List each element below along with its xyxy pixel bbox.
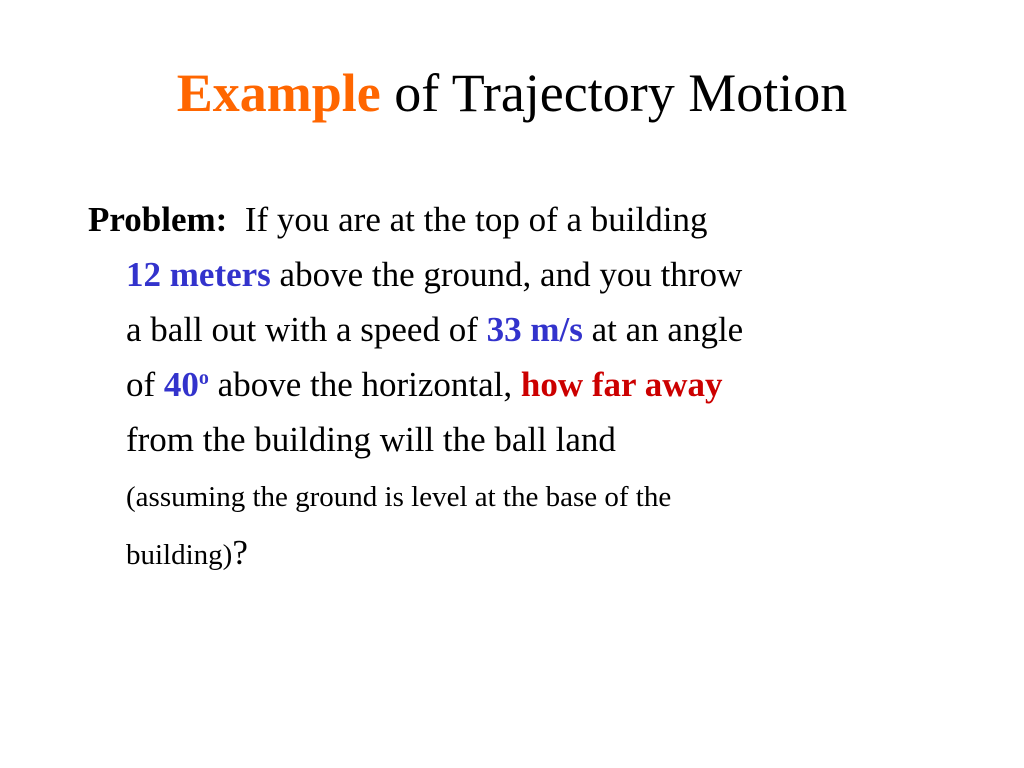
problem-note-line-1 [88,467,948,525]
title-rest: of Trajectory Motion [380,63,848,123]
problem-line-2-text: above the ground, and you throw [270,255,743,294]
problem-line-1 [88,192,948,247]
problem-line-3-start: a ball out with a speed of [126,310,487,349]
question-mark: ? [232,533,248,572]
question-highlight: how far away [520,365,723,404]
problem-line-3-end: at an angle [582,310,744,349]
assumption-note-1: (assuming the ground is level at the base of the [126,481,672,513]
problem-note-line-2 [88,525,948,583]
problem-line-4 [88,357,948,412]
problem-label: Problem: [88,200,228,239]
degree-superscript: o [198,367,209,389]
slide-title [0,58,1024,128]
problem-line-1-text: If you are at the top of a building [244,200,708,239]
problem-line-4-start: of [126,365,164,404]
problem-line-5-text: from the building will the ball land [126,420,616,459]
problem-line-2 [88,247,948,302]
title-accent-word: Example [176,63,381,123]
problem-line-5 [88,412,948,467]
height-value: 12 meters [126,255,271,294]
speed-value: 33 m/s [486,310,583,349]
assumption-note-2: building) [126,539,233,571]
problem-text [88,192,948,583]
angle-value [164,365,209,404]
angle-number: 40 [163,365,199,404]
problem-line-3 [88,302,948,357]
problem-line-4-mid: above the horizontal, [208,365,521,404]
